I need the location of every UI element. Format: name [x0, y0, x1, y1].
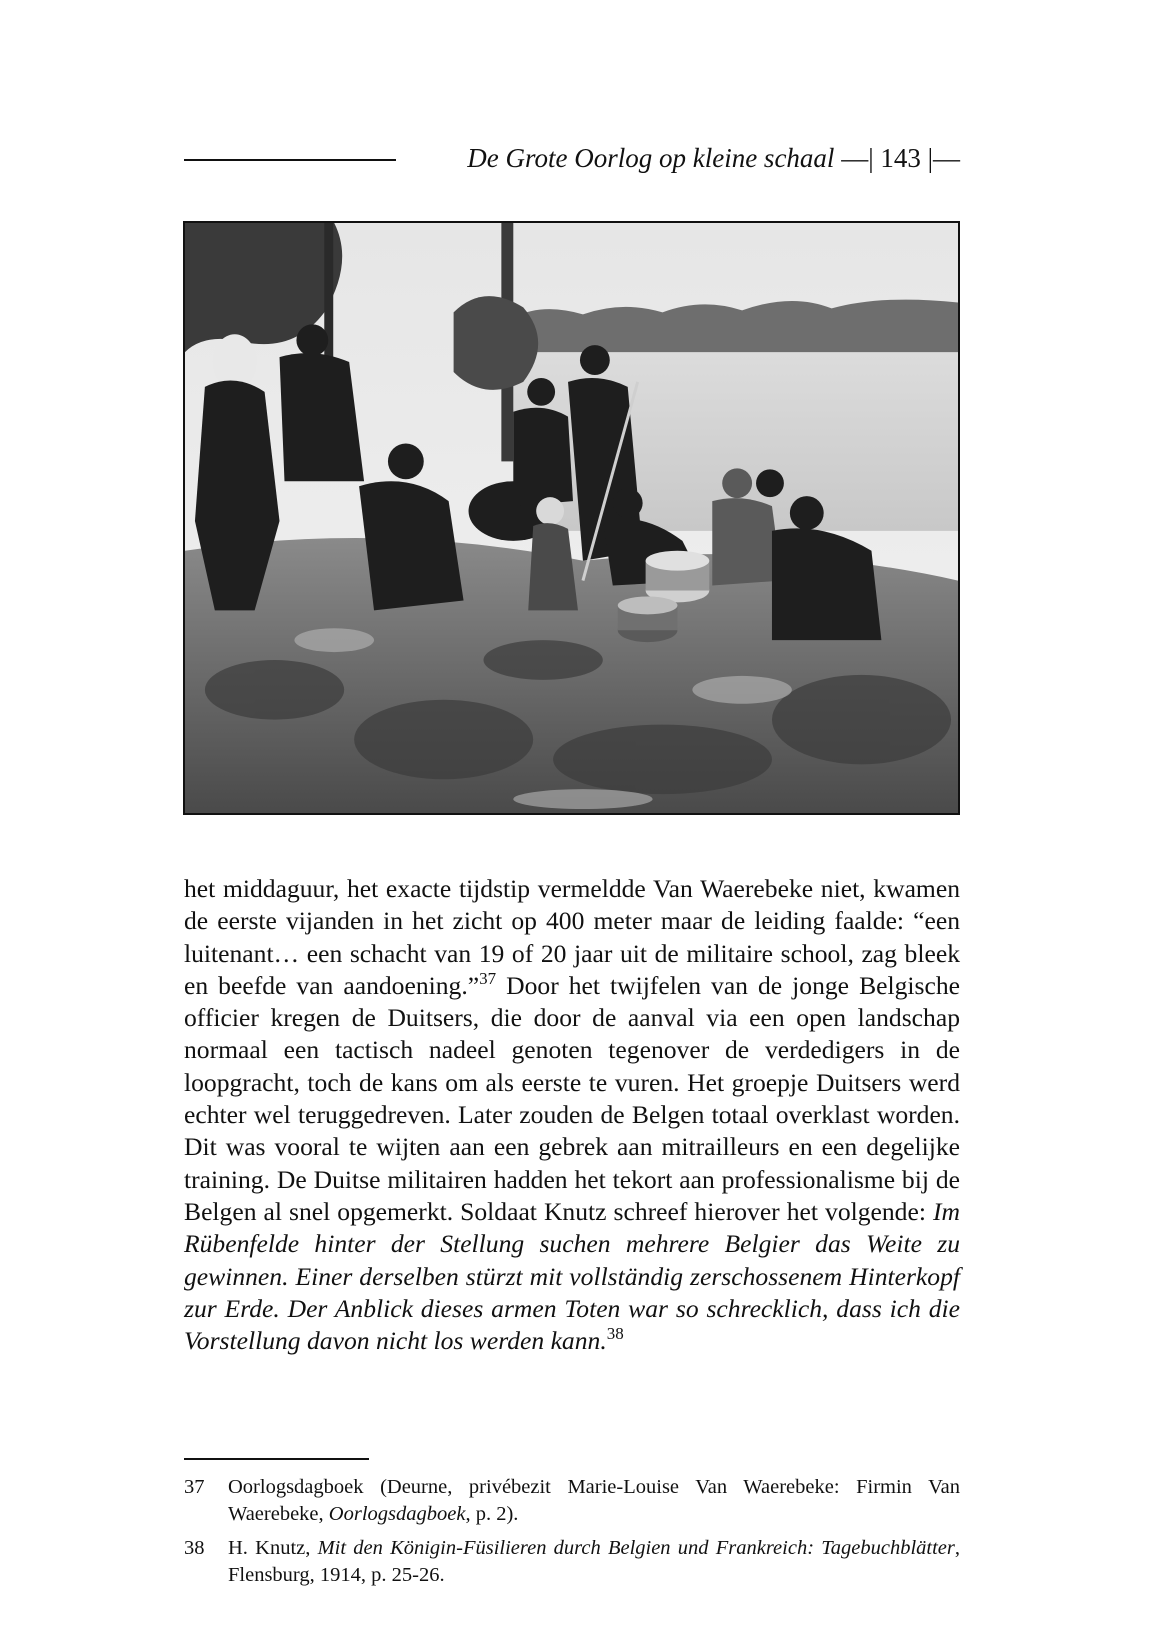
footnote-rule — [184, 1458, 369, 1460]
footnote-number: 37 — [184, 1476, 205, 1498]
footnote-number: 38 — [184, 1537, 205, 1559]
paragraph-text-1: het middaguur, het exacte tijdstip vermeldde Van Waerebeke niet, kwamen de eerste vijanden in het zicht op 400 meter maar de leiding faalde: “een luitenant… een schacht van 19 of 20 jaar uit de militaire school, zag bleek en beefde van aandoening.” — [184, 874, 960, 1000]
photograph — [183, 221, 960, 815]
footnote-text — [228, 1535, 960, 1589]
footnote-title: Oorlogsdagboek — [328, 1503, 466, 1525]
footnote-38 — [184, 1535, 960, 1589]
paragraph-text-2: Door het twijfelen van de jonge Belgische officier kregen de Duitsers, die door de aanval via een open landschap normaal een tactisch nadeel genoten tegenover de verdedigers in de loopgracht, toch de kans om als eerste te vuren. Het groepje Duitsers werd echter wel teruggedreven. Later zouden de Belgen totaal overklast worden. Dit was vooral te wijten aan een gebrek aan mitrailleurs en een degelijke training. De Duitse militairen hadden het tekort aan professionalisme bij de Belgen al snel opgemerkt. Soldaat Knutz schreef hierover het volgende: — [184, 970, 960, 1226]
footnote-37 — [184, 1474, 960, 1528]
footnote-text — [228, 1474, 960, 1528]
running-header — [184, 140, 960, 176]
footnote-text-after: , Flensburg, 1914, p. 25-26. — [228, 1537, 960, 1586]
running-title: De Grote Oorlog op kleine schaal — [467, 143, 835, 173]
footnotes — [184, 1474, 960, 1596]
dash-right: |— — [920, 143, 960, 173]
footnote-ref-37[interactable]: 37 — [479, 968, 497, 988]
header-rule — [184, 159, 396, 161]
footnote-title: Mit den Königin-Füsilieren durch Belgien und Frankreich: Tagebuchblätter — [317, 1537, 955, 1559]
page-number: 143 — [880, 143, 921, 173]
german-quote: Im Rübenfelde hinter der Stellung suchen mehrere Belgier das Weite zu gewinnen. Einer derselben stürzt mit vollständig zerschossenem Hinterkopf zur Erde. Der Anblick dieses armen Toten war so schrecklich, dass ich die Vorstellung davon nicht los werden kann. — [184, 1196, 960, 1356]
footnote-text-after: , p. 2). — [465, 1503, 519, 1525]
body-paragraph — [184, 873, 960, 1357]
footnote-text-before: H. Knutz, — [228, 1537, 318, 1559]
footnote-text-before: Oorlogsdagboek (Deurne, privébezit Marie-Louise Van Waerebeke: Firmin Van Waerebeke, — [228, 1476, 960, 1525]
running-title-line — [467, 140, 960, 176]
footnote-ref-38[interactable]: 38 — [606, 1324, 624, 1344]
paragraph — [184, 873, 960, 1357]
photograph-image — [185, 223, 958, 813]
dash-left: —| — [841, 143, 881, 173]
